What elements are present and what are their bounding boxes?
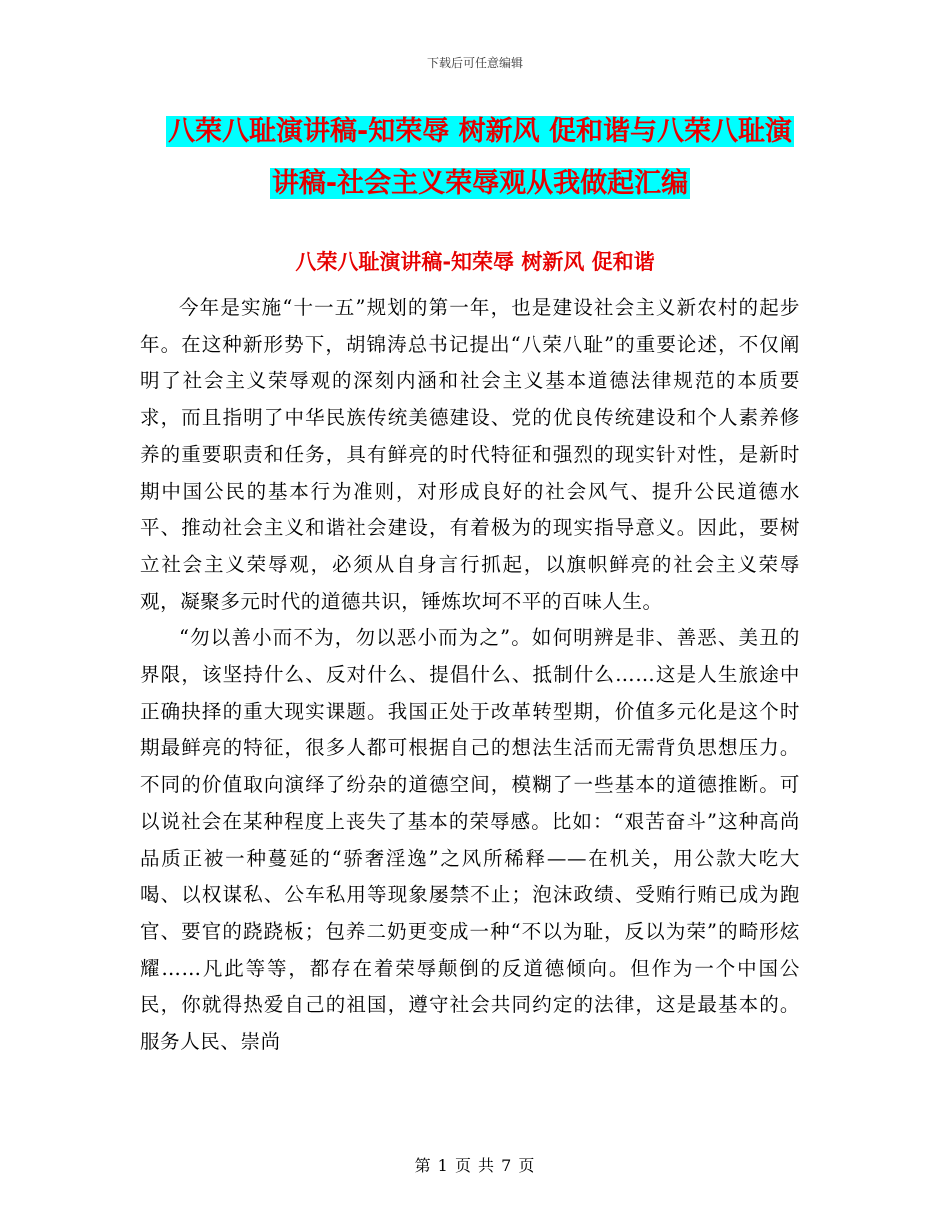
section-heading: 八荣八耻演讲稿-知荣辱 树新风 促和谐: [295, 250, 655, 274]
header-note: 下载后可任意编辑: [426, 56, 523, 70]
paragraph: “勿以善小而不为，勿以恶小而为之”。如何明辨是非、善恶、美丑的界限，该坚持什么、反对什么、提倡什么、抵制什么……这是人生旅途中正确抉择的重大现实课题。我国正处于改革转型期，价值多元化是这个时期最鲜亮的特征，很多人都可根据自己的想法生活而无需背负思想压力。不同的价值取向演绎了纷杂的道德空间，模糊了一些基本的道德推断。可以说社会在某种程度上丧失了基本的荣辱感。比如：“艰苦奋斗”这种高尚品质正被一种蔓延的“骄奢淫逸”之风所稀释——在机关，用公款大吃大喝、以权谋私、公车私用等现象屡禁不止；泡沫政绩、受贿行贿已成为跑官、要官的跷跷板；包养二奶更变成一种“不以为耻，反以为荣”的畸形炫耀……凡此等等，都存在着荣辱颠倒的反道德倾向。但作为一个中国公民，你就得热爱自己的祖国，遵守社会共同约定的法律，这是最基本的。服务人民、崇尚: [140, 626, 800, 1054]
page-footer: 第 1 页 共 7 页: [414, 1156, 536, 1175]
document-title-line-1: 八荣八耻演讲稿-知荣辱 树新风 促和谐与八荣八耻演: [167, 116, 792, 147]
document-title-line-2: 讲稿-社会主义荣辱观从我做起汇编: [271, 168, 689, 199]
body-text: [140, 290, 800, 1061]
document-title: [140, 106, 820, 210]
paragraph: 今年是实施“十一五”规划的第一年，也是建设社会主义新农村的起步年。在这种新形势下，胡锦涛总书记提出“八荣八耻”的重要论述，不仅阐明了社会主义荣辱观的深刻内涵和社会主义基本道德法律规范的本质要求，而且指明了中华民族传统美德建设、党的优良传统建设和个人素养修养的重要职责和任务，具有鲜亮的时代特征和强烈的现实针对性，是新时期中国公民的基本行为准则，对形成良好的社会风气、提升公民道德水平、推动社会主义和谐社会建设，有着极为的现实指导意义。因此，要树立社会主义荣辱观，必须从自身言行抓起，以旗帜鲜亮的社会主义荣辱观，凝聚多元时代的道德共识，锤炼坎坷不平的百味人生。: [140, 296, 800, 613]
